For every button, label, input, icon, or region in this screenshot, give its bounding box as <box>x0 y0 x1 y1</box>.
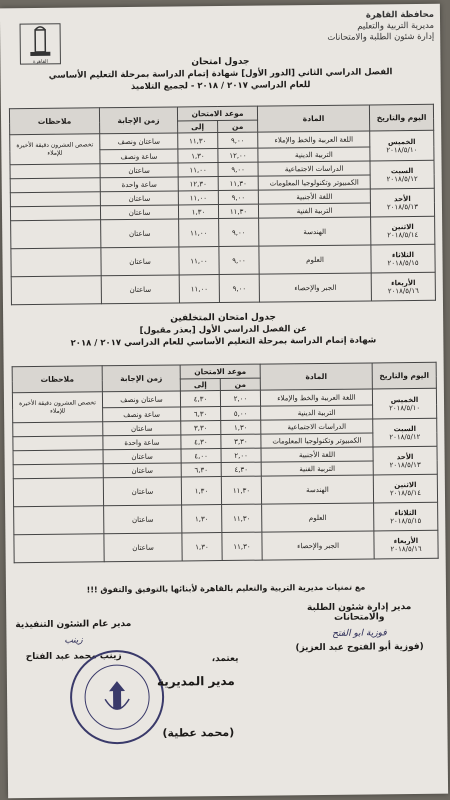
signatory-title: مدير عام الشئون التنفيذية <box>15 618 132 631</box>
closing-wish: مع تمنيات مديرية التربية والتعليم بالقاهرة لأبنائها بالتوفيق والتفوق !!! <box>86 582 366 595</box>
start-time-cell: ١٢,٠٠ <box>218 148 258 162</box>
official-stamp-icon <box>67 647 168 748</box>
day-name: الأربعاء <box>391 278 416 287</box>
exam-date: ٢٠١٨/٥/١٠ <box>386 145 418 154</box>
duration-cell: ساعتان <box>100 205 178 220</box>
start-time-cell: ١,٣٠ <box>221 420 261 434</box>
duration-cell: ساعتان <box>101 275 179 304</box>
start-time-cell: ١١,٣٠ <box>218 204 258 218</box>
end-time-cell: ١١,٠٠ <box>178 191 218 205</box>
end-time-cell: ١,٣٠ <box>182 533 222 561</box>
end-time-cell: ٦,٣٠ <box>181 407 221 421</box>
notes-cell <box>11 220 101 249</box>
start-time-cell: ١١,٣٠ <box>221 476 261 504</box>
duration-cell: ساعتان <box>103 477 181 506</box>
col-subject-header: المادة <box>260 363 372 390</box>
subject-cell: التربية الدينية <box>261 405 373 420</box>
notes-cell <box>13 422 103 437</box>
day-date-cell <box>371 216 435 245</box>
col-time-header: موعد الامتحان <box>177 106 257 121</box>
subject-cell: الكمبيوتر وتكنولوجيا المعلومات <box>261 433 373 448</box>
subject-cell: اللغة العربية والخط والإملاء <box>260 389 372 406</box>
day-name: الأحد <box>393 194 411 203</box>
duration-cell: ساعتان <box>103 449 181 464</box>
exam-schedule-table-2 <box>12 362 439 563</box>
col-notes-header: ملاحظات <box>9 108 99 135</box>
section2-title-block <box>3 310 443 351</box>
duration-cell: ساعتان <box>104 533 182 562</box>
end-time-cell: ١١,٠٠ <box>179 275 219 303</box>
day-name: الاثنين <box>391 222 414 231</box>
duration-cell: ساعة واحدة <box>100 177 178 192</box>
notes-cell <box>11 276 101 305</box>
day-name: الخميس <box>387 137 416 146</box>
section2-subtitle: عن الفصل الدراسي الأول [بعذر مقبول] <box>139 324 307 336</box>
start-time-cell: ٩,٠٠ <box>219 274 259 302</box>
end-time-cell: ١١,٠٠ <box>178 163 218 177</box>
notes-cell <box>14 534 104 563</box>
duration-cell: ساعتان ونصف <box>100 133 178 150</box>
table-row <box>14 502 438 534</box>
day-date-cell <box>372 388 436 419</box>
col-duration-header: زمن الإجابة <box>102 365 180 392</box>
director-name: (محمد عطية) <box>162 725 235 740</box>
logo-caption: القاهرة <box>32 58 48 65</box>
duration-cell: ساعتان <box>104 505 182 534</box>
day-date-cell <box>374 502 438 531</box>
subject-cell: العلوم <box>259 245 371 274</box>
start-time-cell: ١١,٣٠ <box>218 176 258 190</box>
end-time-cell: ١,٣٠ <box>182 505 222 533</box>
exam-date: ٢٠١٨/٥/١٦ <box>387 286 419 295</box>
exam-schedule-table-1 <box>9 104 436 305</box>
signatory-name: زينب محمد عبد الفتاح <box>25 651 122 663</box>
exam-date: ٢٠١٨/٥/١٣ <box>389 460 421 469</box>
day-date-cell <box>370 160 434 189</box>
section1-title-block <box>0 54 440 95</box>
day-date-cell <box>373 474 437 503</box>
subject-cell: الهندسة <box>259 217 371 246</box>
subject-cell: الجبر والإحصاء <box>259 273 371 302</box>
end-time-cell: ٤,٣٠ <box>180 391 220 407</box>
duration-cell: ساعتان <box>100 191 178 206</box>
duration-cell: ساعتان <box>103 421 181 436</box>
section2-year: شهادة إتمام الدراسة بمرحلة التعليم الأساسي للعام الدراسي ٢٠١٧ / ٢٠١٨ <box>70 335 377 349</box>
exam-date: ٢٠١٨/٥/١٣ <box>386 202 419 211</box>
start-time-cell: ٣,٣٠ <box>221 434 261 448</box>
table-row <box>13 474 437 506</box>
end-time-cell: ٤,٣٠ <box>181 435 221 449</box>
document-page <box>0 4 448 799</box>
exam-date: ٢٠١٨/٥/١٤ <box>389 488 422 497</box>
day-name: الاثنين <box>394 480 417 489</box>
exam-date: ٢٠١٨/٥/١٥ <box>387 258 419 267</box>
col-to-header: إلى <box>178 121 218 133</box>
start-time-cell: ٥,٠٠ <box>221 406 261 420</box>
notes-cell <box>10 192 100 207</box>
col-notes-header: ملاحظات <box>12 366 102 393</box>
section1-year: للعام الدراسي ٢٠١٧ / ٢٠١٨ - لجميع التلاميذ <box>130 80 311 92</box>
day-date-cell <box>371 244 435 273</box>
notes-cell <box>11 248 101 277</box>
approval-label: يعتمد، <box>211 653 239 665</box>
notes-cell <box>13 464 103 479</box>
end-time-cell: ١١,٣٠ <box>178 133 218 149</box>
day-name: الأربعاء <box>393 536 419 545</box>
col-day-header: اليوم والتاريخ <box>369 104 433 131</box>
day-date-cell <box>373 418 437 447</box>
start-time-cell: ٩,٠٠ <box>218 190 258 204</box>
subject-cell: الجبر والإحصاء <box>262 531 374 560</box>
start-time-cell: ٤,٣٠ <box>221 462 261 476</box>
subject-cell: التربية الدينية <box>258 147 370 162</box>
day-date-cell <box>374 530 438 559</box>
day-date-cell <box>371 272 435 301</box>
day-date-cell <box>370 188 434 217</box>
section1-subtitle: الفصل الدراسي الثاني [الدور الأول] شهادة إتمام الدراسة بمرحلة التعليم الأساسي <box>48 67 393 81</box>
signature-block-right <box>284 602 435 654</box>
duration-cell: ساعة ونصف <box>100 149 178 164</box>
notes-cell <box>10 206 100 221</box>
header-line: محافظة القاهرة <box>365 9 435 21</box>
end-time-cell: ١,٣٠ <box>178 149 218 163</box>
section2-title: جدول امتحان المتخلفين <box>170 312 277 324</box>
ministry-header <box>284 10 434 45</box>
col-from-header: من <box>220 378 260 390</box>
table-row <box>11 216 435 248</box>
header-line: مديرية التربية والتعليم <box>357 20 435 32</box>
end-time-cell: ١٢,٣٠ <box>178 177 218 191</box>
exam-date: ٢٠١٨/٥/١٤ <box>387 230 419 239</box>
duration-cell: ساعتان <box>101 247 179 276</box>
subject-cell: التربية الفنية <box>261 461 373 476</box>
day-date-cell <box>370 130 434 161</box>
subject-cell: اللغة الأجنبية <box>258 189 370 204</box>
start-time-cell: ٢,٠٠ <box>221 448 261 462</box>
duration-cell: ساعتان <box>103 463 181 478</box>
notes-cell: تخصص العشرون دقيقة الأخيرة للإملاء <box>10 134 100 165</box>
day-name: السبت <box>393 424 417 433</box>
exam-date: ٢٠١٨/٥/١٢ <box>389 432 421 441</box>
start-time-cell: ٢,٠٠ <box>220 390 260 406</box>
day-name: الثلاثاء <box>394 508 417 517</box>
day-name: الثلاثاء <box>391 250 415 259</box>
director-title: مدير المديرية <box>156 673 235 689</box>
day-name: السبت <box>390 166 414 175</box>
section1-title: جدول امتحان <box>191 56 250 68</box>
subject-cell: الهندسة <box>261 475 373 504</box>
notes-cell <box>10 178 100 193</box>
notes-cell <box>10 164 100 179</box>
duration-cell: ساعة ونصف <box>103 407 181 422</box>
start-time-cell: ١١,٣٠ <box>222 504 262 532</box>
subject-cell: اللغة العربية والخط والإملاء <box>258 131 370 148</box>
end-time-cell: ١١,٠٠ <box>179 219 219 247</box>
table-row <box>11 272 435 304</box>
signatory-name: (فوزية أبو الفتوح عبد العزيز) <box>295 641 424 654</box>
exam-date: ٢٠١٨/٥/١٦ <box>390 544 422 553</box>
end-time-cell: ٤,٠٠ <box>181 449 221 463</box>
duration-cell: ساعتان <box>101 219 179 248</box>
start-time-cell: ١١,٣٠ <box>222 532 262 560</box>
col-time-header: موعد الامتحان <box>180 364 260 379</box>
col-subject-header: المادة <box>257 105 369 132</box>
exam-date: ٢٠١٨/٥/١٢ <box>386 174 418 183</box>
day-name: الخميس <box>390 395 419 404</box>
notes-cell <box>13 450 103 465</box>
start-time-cell: ٩,٠٠ <box>219 218 259 246</box>
col-from-header: من <box>218 120 258 132</box>
end-time-cell: ٣,٣٠ <box>181 421 221 435</box>
exam-date: ٢٠١٨/٥/١٥ <box>390 516 422 525</box>
subject-cell: الدراسات الاجتماعية <box>258 161 370 176</box>
duration-cell: ساعتان <box>100 163 178 178</box>
col-day-header: اليوم والتاريخ <box>372 362 436 389</box>
col-to-header: إلى <box>180 379 220 391</box>
handwritten-signature: زينب <box>64 635 83 646</box>
notes-cell: تخصص العشرون دقيقة الأخيرة للإملاء <box>12 392 102 423</box>
end-time-cell: ١,٣٠ <box>178 205 218 219</box>
end-time-cell: ٦,٣٠ <box>181 463 221 477</box>
signatory-title: مدير إدارة شئون الطلبة والامتحانات <box>306 602 412 623</box>
notes-cell <box>13 478 103 507</box>
day-date-cell <box>373 446 437 475</box>
exam-date: ٢٠١٨/٥/١٠ <box>389 403 421 412</box>
day-name: الأحد <box>396 452 414 461</box>
duration-cell: ساعة واحدة <box>103 435 181 450</box>
notes-cell <box>14 506 104 535</box>
start-time-cell: ٩,٠٠ <box>219 246 259 274</box>
subject-cell: الدراسات الاجتماعية <box>261 419 373 434</box>
start-time-cell: ٩,٠٠ <box>218 162 258 176</box>
start-time-cell: ٩,٠٠ <box>218 132 258 148</box>
duration-cell: ساعتان ونصف <box>102 391 180 408</box>
end-time-cell: ١١,٠٠ <box>179 247 219 275</box>
subject-cell: اللغة الأجنبية <box>261 447 373 462</box>
subject-cell: العلوم <box>262 503 374 532</box>
subject-cell: التربية الفنية <box>258 203 370 218</box>
header-line: إدارة شئون الطلبة والامتحانات <box>327 31 435 43</box>
table-row <box>11 244 435 276</box>
end-time-cell: ١,٣٠ <box>181 477 221 505</box>
notes-cell <box>13 436 103 451</box>
col-duration-header: زمن الإجابة <box>99 107 177 134</box>
table-row <box>14 530 438 562</box>
subject-cell: الكمبيوتر وتكنولوجيا المعلومات <box>258 175 370 190</box>
handwritten-signature: فوزية ابو الفتح <box>332 628 387 639</box>
